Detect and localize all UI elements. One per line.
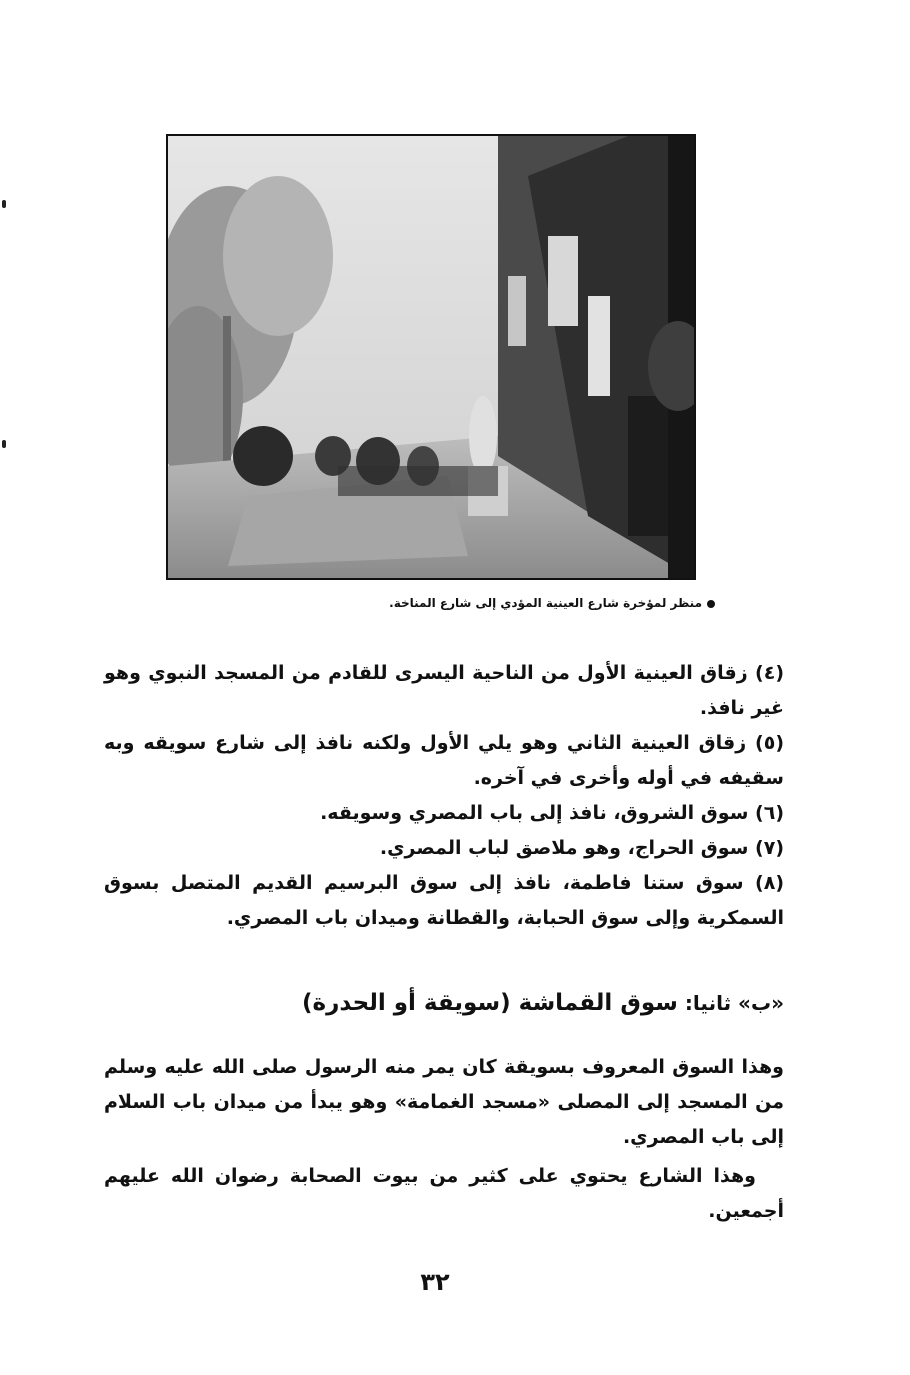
list-item: (٦) سوق الشروق، نافذ إلى باب المصري وسويقه. xyxy=(320,802,784,824)
photo-caption xyxy=(330,596,715,610)
street-photo-image xyxy=(168,136,694,578)
section-title: سوق القماشة (سويقة أو الحدرة) xyxy=(302,990,678,1016)
section-heading xyxy=(302,990,784,1016)
street-photo xyxy=(166,134,696,580)
market-list xyxy=(104,656,784,936)
body-paragraph: وهذا الشارع يحتوي على كثير من بيوت الصحابة رضوان الله عليهم أجمعين. xyxy=(104,1165,784,1222)
caption-bullet-icon xyxy=(707,600,715,608)
body-text xyxy=(104,1050,784,1229)
list-item: (٨) سوق ستنا فاطمة، نافذ إلى سوق البرسيم القديم المتصل بسوق السمكرية وإلى سوق الحبابة، والقطانة وميدان باب المصري. xyxy=(104,872,784,929)
page-number: ٣٢ xyxy=(420,1268,450,1296)
caption-text: منظر لمؤخرة شارع العينية المؤدي إلى شارع المناخة. xyxy=(389,596,702,610)
margin-speck xyxy=(2,440,6,448)
list-item: (٧) سوق الحراج، وهو ملاصق لباب المصري. xyxy=(379,837,784,859)
margin-speck xyxy=(2,200,6,208)
body-paragraph: وهذا السوق المعروف بسويقة كان يمر منه الرسول صلى الله عليه وسلم من المسجد إلى المصلى «مسجد الغمامة» وهو يبدأ من ميدان باب السلام إلى باب المصري. xyxy=(104,1056,784,1148)
list-item: (٥) زقاق العينية الثاني وهو يلي الأول ولكنه نافذ إلى شارع سويقه وبه سقيفه في أوله وأخرى في آخره. xyxy=(104,732,784,789)
section-prefix: «ب» ثانيا: xyxy=(684,991,784,1015)
list-item: (٤) زقاق العينية الأول من الناحية اليسرى للقادم من المسجد النبوي وهو غير نافذ. xyxy=(104,662,784,719)
